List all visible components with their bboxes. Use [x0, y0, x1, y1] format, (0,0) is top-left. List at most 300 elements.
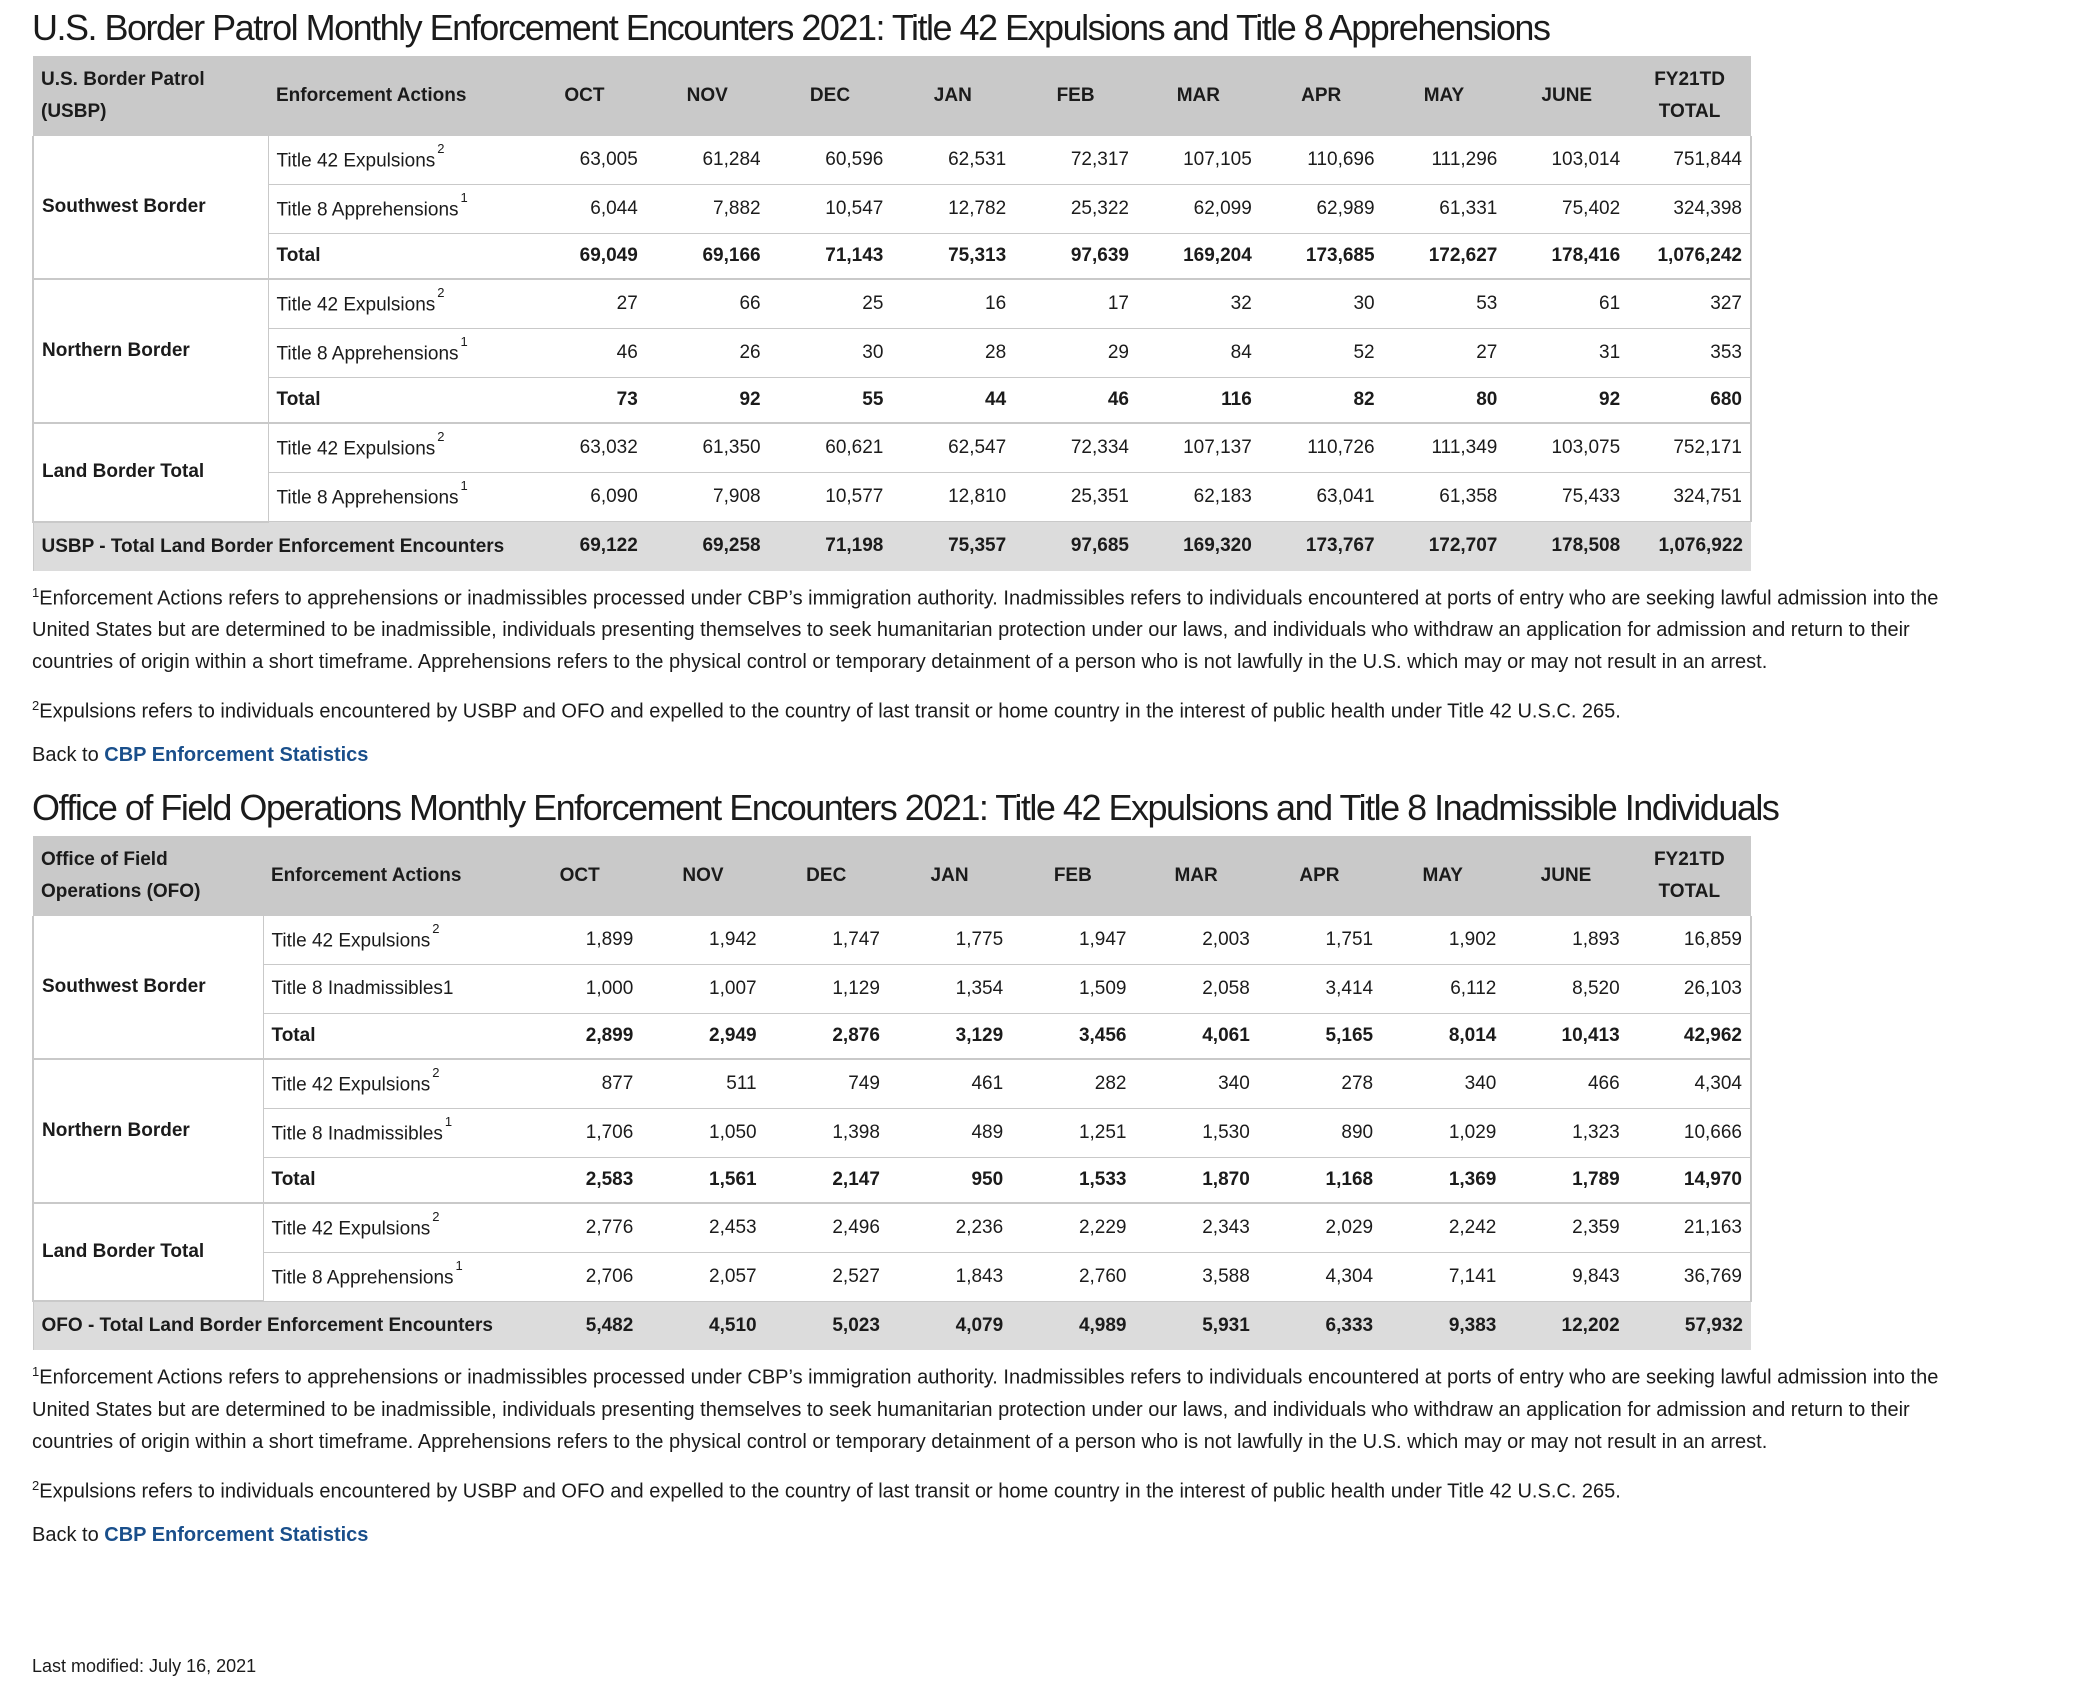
header-month: APR [1258, 836, 1381, 916]
month-value-cell: 72,334 [1014, 423, 1137, 473]
enforcement-action [263, 916, 518, 965]
footnote-1 [32, 577, 1972, 679]
month-value-cell: 2,776 [518, 1203, 641, 1253]
month-value-cell: 1,902 [1381, 916, 1504, 965]
footnote-text: Expulsions refers to individuals encountered by USBP and OFO and expelled to the country of last transit or home country in the interest of public health under Title 42 U.S.C. 265. [39, 1480, 1621, 1503]
month-value-cell: 72,317 [1014, 136, 1137, 185]
action-label: Title 8 Apprehensions [276, 199, 459, 221]
footnote-ref: 2 [437, 429, 445, 445]
month-value-cell: 61,350 [646, 423, 769, 473]
month-value-cell: 1,129 [765, 964, 888, 1013]
footnote-marker: 1 [32, 584, 40, 600]
header-month: MAY [1381, 836, 1504, 916]
usbp-footnotes [32, 577, 1972, 728]
month-value-cell: 12,782 [891, 185, 1014, 234]
month-value-cell: 46 [1014, 378, 1137, 424]
action-label: Title 8 Apprehensions [271, 1267, 454, 1289]
header-month: JAN [888, 836, 1011, 916]
page-content [32, 0, 2052, 1560]
grand-total-value: 69,258 [646, 522, 769, 571]
header-agency: U.S. Border Patrol (USBP) [33, 56, 268, 136]
month-value-cell: 6,090 [523, 473, 646, 522]
fy-total-cell: 327 [1628, 279, 1751, 329]
action-label: Total [271, 1168, 316, 1190]
month-value-cell: 7,908 [646, 473, 769, 522]
header-month: OCT [523, 56, 646, 136]
month-value-cell: 2,706 [518, 1252, 641, 1301]
table-row [33, 1013, 1751, 1059]
header-fy-total: FY21TD TOTAL [1628, 56, 1751, 136]
cbp-enforcement-statistics-link[interactable]: CBP Enforcement Statistics [104, 1523, 369, 1546]
month-value-cell: 31 [1505, 329, 1628, 378]
action-label: Total [276, 389, 321, 410]
table-row [33, 964, 1751, 1013]
month-value-cell: 103,075 [1505, 423, 1628, 473]
action-label: Title 8 Inadmissibles [271, 1123, 443, 1145]
ofo-table [32, 836, 1752, 1351]
enforcement-action [263, 1059, 518, 1109]
grand-total-value: 4,989 [1011, 1301, 1134, 1350]
month-value-cell: 17 [1014, 279, 1137, 329]
region-label: Southwest Border [33, 136, 268, 279]
month-value-cell: 461 [888, 1059, 1011, 1109]
header-month: MAY [1383, 56, 1506, 136]
month-value-cell: 1,533 [1011, 1157, 1134, 1203]
grand-total-value: 69,122 [523, 522, 646, 571]
enforcement-action [263, 1252, 518, 1301]
action-label: Title 42 Expulsions [271, 1074, 431, 1096]
month-value-cell: 26 [646, 329, 769, 378]
grand-total-value: 5,023 [765, 1301, 888, 1350]
back-prefix: Back to [32, 743, 105, 766]
enforcement-action [263, 1108, 518, 1157]
region-label: Northern Border [33, 1059, 263, 1203]
footnote-ref: 2 [432, 1209, 440, 1225]
month-value-cell: 107,105 [1137, 136, 1260, 185]
month-value-cell: 1,561 [641, 1157, 764, 1203]
grand-total-row [33, 522, 1751, 571]
ofo-title: Office of Field Operations Monthly Enforcement Encounters 2021: Title 42 Expulsions and Title 8 Inadmissible Individuals [32, 786, 1779, 828]
region-label: Land Border Total [33, 423, 268, 522]
month-value-cell: 25,351 [1014, 473, 1137, 522]
grand-total-value: 57,932 [1628, 1301, 1751, 1350]
month-value-cell: 60,621 [769, 423, 892, 473]
enforcement-action [263, 964, 518, 1013]
region-label: Land Border Total [33, 1203, 263, 1302]
fy-total-cell: 42,962 [1628, 1013, 1751, 1059]
month-value-cell: 2,359 [1504, 1203, 1627, 1253]
header-month: APR [1260, 56, 1383, 136]
month-value-cell: 107,137 [1137, 423, 1260, 473]
month-value-cell: 3,588 [1134, 1252, 1257, 1301]
month-value-cell: 178,416 [1505, 234, 1628, 280]
month-value-cell: 2,876 [765, 1013, 888, 1059]
month-value-cell: 62,989 [1260, 185, 1383, 234]
month-value-cell: 110,696 [1260, 136, 1383, 185]
table-row [33, 1252, 1751, 1301]
table-row [33, 378, 1751, 424]
month-value-cell: 62,183 [1137, 473, 1260, 522]
month-value-cell: 27 [523, 279, 646, 329]
footnote-2 [32, 1470, 1972, 1508]
month-value-cell: 6,044 [523, 185, 646, 234]
header-month: FEB [1011, 836, 1134, 916]
month-value-cell: 116 [1137, 378, 1260, 424]
grand-total-value: 9,383 [1381, 1301, 1504, 1350]
month-value-cell: 2,029 [1258, 1203, 1381, 1253]
grand-total-label: USBP - Total Land Border Enforcement Encounters [33, 522, 523, 571]
month-value-cell: 340 [1134, 1059, 1257, 1109]
enforcement-action [268, 329, 523, 378]
month-value-cell: 8,520 [1504, 964, 1627, 1013]
header-month: FEB [1014, 56, 1137, 136]
header-month: NOV [646, 56, 769, 136]
header-month: OCT [518, 836, 641, 916]
fy-total-cell: 324,751 [1628, 473, 1751, 522]
table-row [33, 423, 1751, 473]
month-value-cell: 511 [641, 1059, 764, 1109]
month-value-cell: 32 [1137, 279, 1260, 329]
grand-total-row [33, 1301, 1751, 1350]
grand-total-value: 97,685 [1014, 522, 1137, 571]
grand-total-value: 6,333 [1258, 1301, 1381, 1350]
month-value-cell: 10,577 [769, 473, 892, 522]
month-value-cell: 1,354 [888, 964, 1011, 1013]
enforcement-action [268, 423, 523, 473]
month-value-cell: 82 [1260, 378, 1383, 424]
month-value-cell: 10,547 [769, 185, 892, 234]
action-label: Title 42 Expulsions [276, 294, 436, 316]
month-value-cell: 63,005 [523, 136, 646, 185]
month-value-cell: 28 [891, 329, 1014, 378]
month-value-cell: 2,496 [765, 1203, 888, 1253]
table-row [33, 1059, 1751, 1109]
month-value-cell: 2,242 [1381, 1203, 1504, 1253]
header-month: NOV [641, 836, 764, 916]
footnote-ref: 2 [437, 141, 445, 157]
month-value-cell: 1,893 [1504, 916, 1627, 965]
header-month: MAR [1134, 836, 1257, 916]
month-value-cell: 25,322 [1014, 185, 1137, 234]
grand-total-value: 172,707 [1383, 522, 1506, 571]
table-row [33, 279, 1751, 329]
action-label: Title 8 Apprehensions [276, 487, 459, 509]
table-row [33, 1157, 1751, 1203]
month-value-cell: 63,041 [1260, 473, 1383, 522]
month-value-cell: 1,369 [1381, 1157, 1504, 1203]
header-month: MAR [1137, 56, 1260, 136]
header-fy-total: FY21TD TOTAL [1628, 836, 1751, 916]
footnote-ref: 1 [460, 478, 468, 494]
month-value-cell: 7,882 [646, 185, 769, 234]
month-value-cell: 84 [1137, 329, 1260, 378]
month-value-cell: 110,726 [1260, 423, 1383, 473]
month-value-cell: 4,304 [1258, 1252, 1381, 1301]
action-label: Title 42 Expulsions [271, 1218, 431, 1240]
enforcement-action [268, 279, 523, 329]
table-row [33, 329, 1751, 378]
action-label: Title 8 Inadmissibles1 [271, 977, 454, 999]
month-value-cell: 61,358 [1383, 473, 1506, 522]
grand-total-value: 71,198 [769, 522, 892, 571]
header-month: JUNE [1504, 836, 1627, 916]
back-link-row [32, 1520, 2052, 1550]
fy-total-cell: 26,103 [1628, 964, 1751, 1013]
action-label: Title 42 Expulsions [271, 930, 431, 952]
month-value-cell: 877 [518, 1059, 641, 1109]
month-value-cell: 9,843 [1504, 1252, 1627, 1301]
month-value-cell: 7,141 [1381, 1252, 1504, 1301]
fy-total-cell: 10,666 [1628, 1108, 1751, 1157]
month-value-cell: 62,531 [891, 136, 1014, 185]
month-value-cell: 60,596 [769, 136, 892, 185]
enforcement-action [268, 136, 523, 185]
footnote-ref: 2 [432, 1065, 440, 1081]
month-value-cell: 30 [769, 329, 892, 378]
month-value-cell: 1,000 [518, 964, 641, 1013]
action-label: Total [276, 245, 321, 266]
table-header-row [33, 836, 1751, 916]
month-value-cell: 1,775 [888, 916, 1011, 965]
month-value-cell: 1,509 [1011, 964, 1134, 1013]
month-value-cell: 2,343 [1134, 1203, 1257, 1253]
action-label: Title 8 Apprehensions [276, 343, 459, 365]
month-value-cell: 1,251 [1011, 1108, 1134, 1157]
usbp-title: U.S. Border Patrol Monthly Enforcement Encounters 2021: Title 42 Expulsions and Title 8 Apprehensions [32, 7, 1550, 48]
month-value-cell: 1,751 [1258, 916, 1381, 965]
table-row [33, 1108, 1751, 1157]
enforcement-action [268, 185, 523, 234]
month-value-cell: 5,165 [1258, 1013, 1381, 1059]
month-value-cell: 1,942 [641, 916, 764, 965]
month-value-cell: 278 [1258, 1059, 1381, 1109]
footnote-ref: 1 [460, 190, 468, 206]
footnote-ref: 1 [444, 1114, 453, 1130]
month-value-cell: 46 [523, 329, 646, 378]
fy-total-cell: 1,076,242 [1628, 234, 1751, 280]
month-value-cell: 466 [1504, 1059, 1627, 1109]
month-value-cell: 92 [646, 378, 769, 424]
fy-total-cell: 14,970 [1628, 1157, 1751, 1203]
month-value-cell: 2,899 [518, 1013, 641, 1059]
fy-total-cell: 680 [1628, 378, 1751, 424]
header-enforcement-actions: Enforcement Actions [263, 836, 518, 916]
month-value-cell: 62,099 [1137, 185, 1260, 234]
month-value-cell: 61,284 [646, 136, 769, 185]
month-value-cell: 2,147 [765, 1157, 888, 1203]
header-month: DEC [765, 836, 888, 916]
month-value-cell: 749 [765, 1059, 888, 1109]
fy-total-cell: 751,844 [1628, 136, 1751, 185]
month-value-cell: 1,947 [1011, 916, 1134, 965]
month-value-cell: 169,204 [1137, 234, 1260, 280]
month-value-cell: 62,547 [891, 423, 1014, 473]
fy-total-cell: 353 [1628, 329, 1751, 378]
month-value-cell: 25 [769, 279, 892, 329]
month-value-cell: 2,058 [1134, 964, 1257, 1013]
month-value-cell: 97,639 [1014, 234, 1137, 280]
month-value-cell: 2,527 [765, 1252, 888, 1301]
footnote-marker: 2 [32, 1477, 40, 1493]
month-value-cell: 282 [1011, 1059, 1134, 1109]
header-month: DEC [769, 56, 892, 136]
grand-total-value: 173,767 [1260, 522, 1383, 571]
action-label: Title 42 Expulsions [276, 438, 436, 460]
header-month: JUNE [1505, 56, 1628, 136]
enforcement-action [263, 1013, 518, 1059]
month-value-cell: 1,007 [641, 964, 764, 1013]
table-row [33, 136, 1751, 185]
month-value-cell: 61,331 [1383, 185, 1506, 234]
month-value-cell: 1,789 [1504, 1157, 1627, 1203]
table-row [33, 916, 1751, 965]
month-value-cell: 1,870 [1134, 1157, 1257, 1203]
month-value-cell: 8,014 [1381, 1013, 1504, 1059]
footnote-ref: 1 [455, 1258, 463, 1274]
month-value-cell: 12,810 [891, 473, 1014, 522]
footnote-2 [32, 690, 1972, 728]
month-value-cell: 53 [1383, 279, 1506, 329]
month-value-cell: 3,414 [1258, 964, 1381, 1013]
month-value-cell: 1,029 [1381, 1108, 1504, 1157]
fy-total-cell: 21,163 [1628, 1203, 1751, 1253]
enforcement-action [268, 234, 523, 280]
grand-total-value: 12,202 [1504, 1301, 1627, 1350]
month-value-cell: 3,456 [1011, 1013, 1134, 1059]
month-value-cell: 16 [891, 279, 1014, 329]
last-modified: Last modified: July 16, 2021 [32, 1656, 257, 1676]
action-label: Total [271, 1024, 316, 1046]
month-value-cell: 489 [888, 1108, 1011, 1157]
usbp-table [32, 56, 1752, 571]
footnote-ref: 1 [460, 334, 468, 350]
footnote-1 [32, 1356, 1972, 1458]
month-value-cell: 2,236 [888, 1203, 1011, 1253]
month-value-cell: 30 [1260, 279, 1383, 329]
month-value-cell: 1,843 [888, 1252, 1011, 1301]
month-value-cell: 111,296 [1383, 136, 1506, 185]
month-value-cell: 55 [769, 378, 892, 424]
footnote-ref: 2 [432, 921, 440, 937]
back-prefix: Back to [32, 1523, 105, 1546]
ofo-footnotes [32, 1356, 1972, 1507]
month-value-cell: 61 [1505, 279, 1628, 329]
grand-total-value: 1,076,922 [1628, 522, 1751, 571]
month-value-cell: 2,760 [1011, 1252, 1134, 1301]
month-value-cell: 890 [1258, 1108, 1381, 1157]
grand-total-label: OFO - Total Land Border Enforcement Encounters [33, 1301, 518, 1350]
month-value-cell: 66 [646, 279, 769, 329]
header-agency: Office of Field Operations (OFO) [33, 836, 263, 916]
footnote-ref: 2 [437, 285, 445, 301]
month-value-cell: 92 [1505, 378, 1628, 424]
region-label: Southwest Border [33, 916, 263, 1059]
month-value-cell: 63,032 [523, 423, 646, 473]
month-value-cell: 69,166 [646, 234, 769, 280]
footnote-marker: 2 [32, 698, 40, 714]
month-value-cell: 71,143 [769, 234, 892, 280]
month-value-cell: 2,057 [641, 1252, 764, 1301]
month-value-cell: 44 [891, 378, 1014, 424]
month-value-cell: 2,229 [1011, 1203, 1134, 1253]
month-value-cell: 111,349 [1383, 423, 1506, 473]
table-row [33, 185, 1751, 234]
table-row [33, 473, 1751, 522]
month-value-cell: 1,323 [1504, 1108, 1627, 1157]
month-value-cell: 172,627 [1383, 234, 1506, 280]
month-value-cell: 29 [1014, 329, 1137, 378]
cbp-enforcement-statistics-link[interactable]: CBP Enforcement Statistics [104, 743, 369, 766]
fy-total-cell: 16,859 [1628, 916, 1751, 965]
action-label: Title 42 Expulsions [276, 150, 436, 172]
month-value-cell: 75,313 [891, 234, 1014, 280]
month-value-cell: 27 [1383, 329, 1506, 378]
month-value-cell: 2,453 [641, 1203, 764, 1253]
fy-total-cell: 36,769 [1628, 1252, 1751, 1301]
grand-total-value: 4,079 [888, 1301, 1011, 1350]
enforcement-action [268, 378, 523, 424]
grand-total-value: 5,482 [518, 1301, 641, 1350]
footnote-text: Enforcement Actions refers to apprehensions or inadmissibles processed under CBP’s immigration authority. Inadmissibles refers to individuals encountered at ports of entry who are seeking lawful admission into the United States but are determined to be inadmissible, individuals presenting themselves to seek humanitarian protection under our laws, and individuals who withdraw an application for admission and return to their countries of origin within a short timeframe. Apprehensions refers to the physical control or temporary detainment of a person who is not lawfully in the U.S. which may or may not result in an arrest. [32, 1366, 1939, 1453]
month-value-cell: 103,014 [1505, 136, 1628, 185]
month-value-cell: 1,050 [641, 1108, 764, 1157]
month-value-cell: 6,112 [1381, 964, 1504, 1013]
footnote-marker: 1 [32, 1364, 40, 1380]
month-value-cell: 80 [1383, 378, 1506, 424]
month-value-cell: 2,003 [1134, 916, 1257, 965]
grand-total-value: 178,508 [1505, 522, 1628, 571]
month-value-cell: 52 [1260, 329, 1383, 378]
footnote-text: Enforcement Actions refers to apprehensions or inadmissibles processed under CBP’s immigration authority. Inadmissibles refers to individuals encountered at ports of entry who are seeking lawful admission into the United States but are determined to be inadmissible, individuals presenting themselves to seek humanitarian protection under our laws, and individuals who withdraw an application for admission and return to their countries of origin within a short timeframe. Apprehensions refers to the physical control or temporary detainment of a person who is not lawfully in the U.S. which may or may not result in an arrest. [32, 587, 1939, 674]
month-value-cell: 1,706 [518, 1108, 641, 1157]
back-link-row [32, 740, 2052, 770]
fy-total-cell: 4,304 [1628, 1059, 1751, 1109]
region-label: Northern Border [33, 279, 268, 423]
grand-total-value: 4,510 [641, 1301, 764, 1350]
month-value-cell: 75,402 [1505, 185, 1628, 234]
enforcement-action [263, 1203, 518, 1253]
header-enforcement-actions: Enforcement Actions [268, 56, 523, 136]
table-row [33, 234, 1751, 280]
month-value-cell: 10,413 [1504, 1013, 1627, 1059]
month-value-cell: 2,949 [641, 1013, 764, 1059]
month-value-cell: 75,433 [1505, 473, 1628, 522]
month-value-cell: 2,583 [518, 1157, 641, 1203]
month-value-cell: 1,747 [765, 916, 888, 965]
footnote-text: Expulsions refers to individuals encountered by USBP and OFO and expelled to the country of last transit or home country in the interest of public health under Title 42 U.S.C. 265. [39, 700, 1621, 723]
header-month: JAN [891, 56, 1014, 136]
grand-total-value: 5,931 [1134, 1301, 1257, 1350]
fy-total-cell: 324,398 [1628, 185, 1751, 234]
month-value-cell: 4,061 [1134, 1013, 1257, 1059]
month-value-cell: 1,899 [518, 916, 641, 965]
month-value-cell: 950 [888, 1157, 1011, 1203]
fy-total-cell: 752,171 [1628, 423, 1751, 473]
grand-total-value: 75,357 [891, 522, 1014, 571]
table-row [33, 1203, 1751, 1253]
table-header-row [33, 56, 1751, 136]
month-value-cell: 1,398 [765, 1108, 888, 1157]
enforcement-action [268, 473, 523, 522]
month-value-cell: 173,685 [1260, 234, 1383, 280]
month-value-cell: 73 [523, 378, 646, 424]
month-value-cell: 1,530 [1134, 1108, 1257, 1157]
month-value-cell: 69,049 [523, 234, 646, 280]
month-value-cell: 3,129 [888, 1013, 1011, 1059]
grand-total-value: 169,320 [1137, 522, 1260, 571]
enforcement-action [263, 1157, 518, 1203]
month-value-cell: 340 [1381, 1059, 1504, 1109]
